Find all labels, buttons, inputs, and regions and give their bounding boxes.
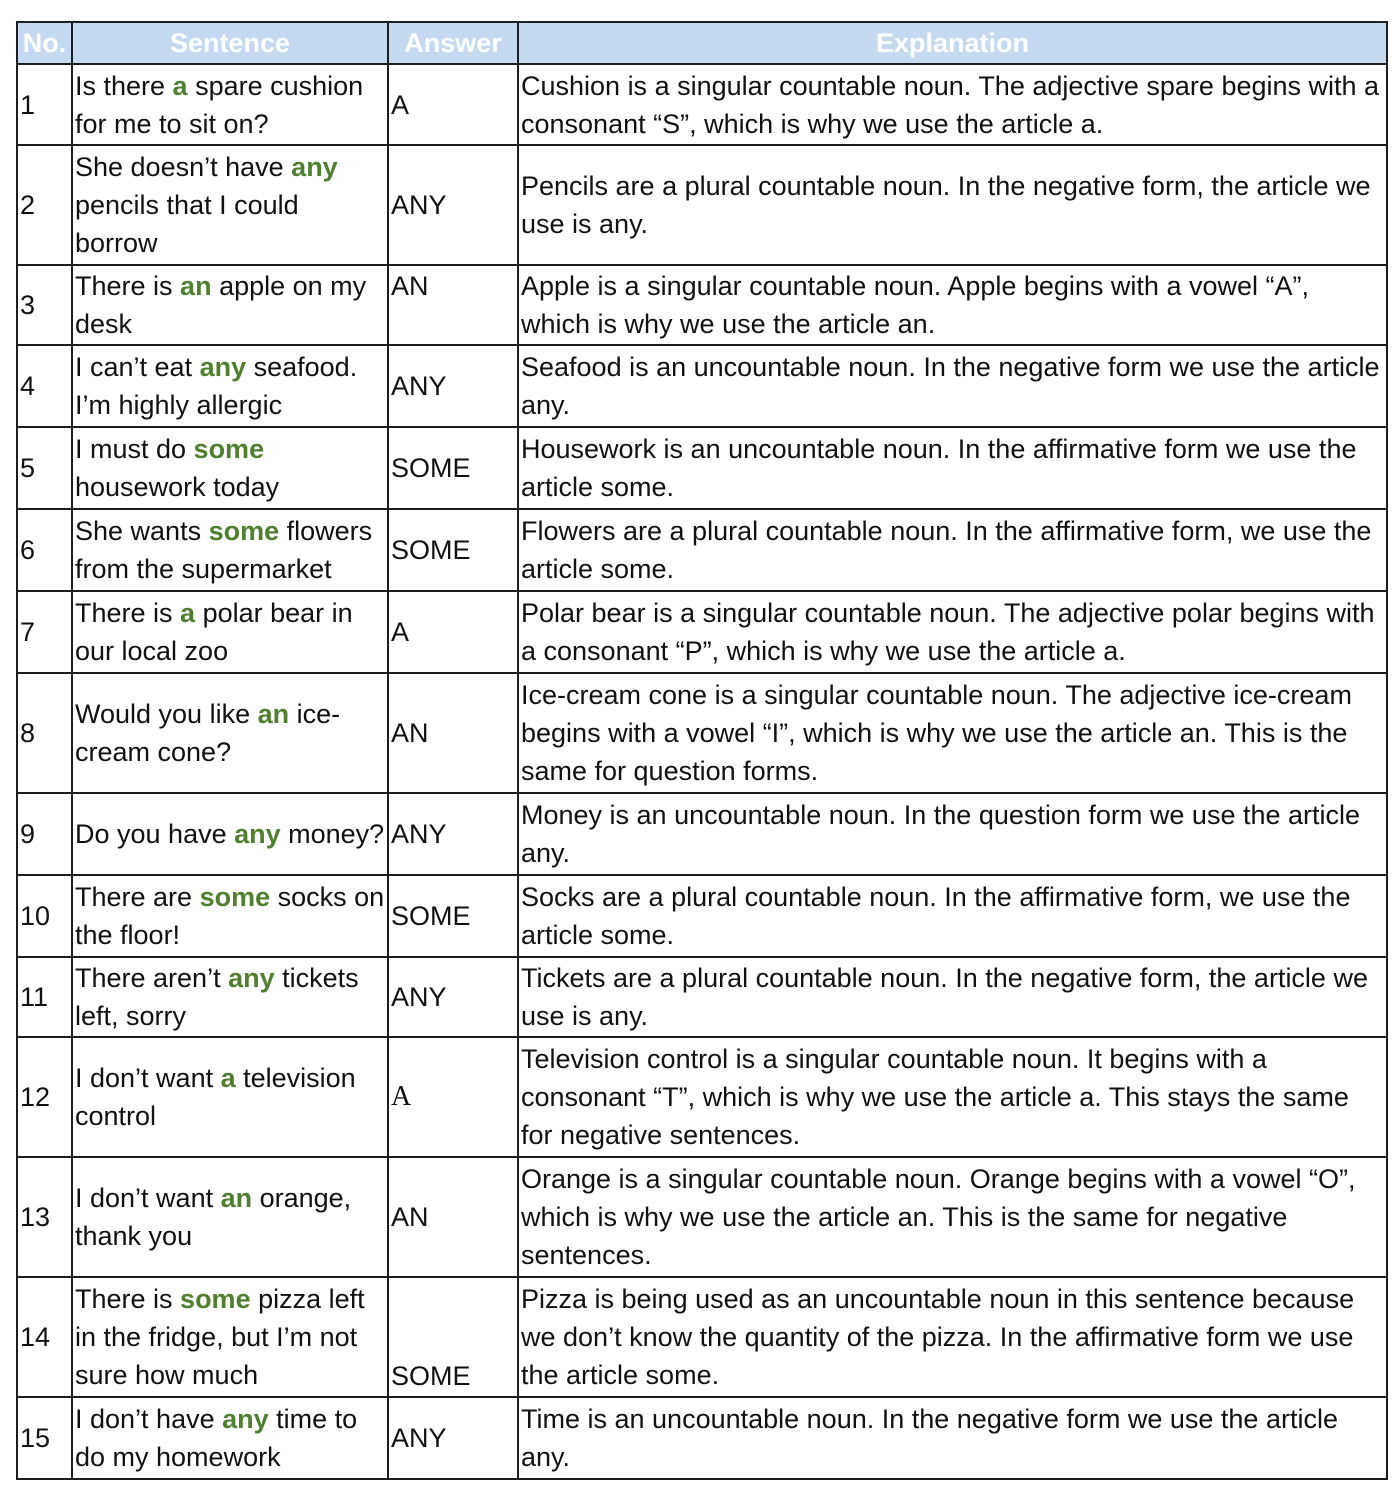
highlighted-article: any [228, 963, 275, 993]
sentence-cell: She doesn’t have any pencils that I could borrow [72, 145, 388, 265]
sentence-cell: I don’t want an orange, thank you [72, 1157, 388, 1277]
highlighted-article: some [199, 882, 271, 912]
row-number: 7 [17, 591, 72, 673]
explanation-cell: Cushion is a singular countable noun. The adjective spare begins with a consonant “S”, which is why we use the article a. [518, 64, 1387, 145]
highlighted-article: any [234, 819, 281, 849]
row-number: 12 [17, 1037, 72, 1157]
sentence-cell: There are some socks on the floor! [72, 875, 388, 957]
highlighted-article: an [257, 699, 290, 729]
explanation-cell: Socks are a plural countable noun. In the affirmative form, we use the article some. [518, 875, 1387, 957]
answer-cell: ANY [388, 145, 518, 265]
table-row [17, 793, 1387, 875]
table-row [17, 1157, 1387, 1277]
answer-cell: AN [388, 673, 518, 793]
sentence-cell: She wants some flowers from the supermarket [72, 509, 388, 591]
table-row [17, 427, 1387, 509]
answer-cell: ANY [388, 1397, 518, 1479]
sentence-cell: There is some pizza left in the fridge, but I’m not sure how much [72, 1277, 388, 1397]
table-row [17, 673, 1387, 793]
highlighted-article: some [180, 1284, 251, 1314]
row-number: 1 [17, 64, 72, 145]
answer-cell: SOME [388, 427, 518, 509]
explanation-cell: Pencils are a plural countable noun. In the negative form, the article we use is any. [518, 145, 1387, 265]
explanation-cell: Polar bear is a singular countable noun. The adjective polar begins with a consonant “P”, which is why we use the article a. [518, 591, 1387, 673]
highlighted-article: an [180, 271, 212, 301]
row-number: 5 [17, 427, 72, 509]
sentence-cell: I don’t have any time to do my homework [72, 1397, 388, 1479]
row-number: 9 [17, 793, 72, 875]
highlighted-article: an [220, 1183, 253, 1213]
table-row [17, 1277, 1387, 1397]
header-answer: Answer [388, 22, 518, 64]
explanation-cell: Pizza is being used as an uncountable noun in this sentence because we don’t know the quantity of the pizza. In the affirmative form we use the article some. [518, 1277, 1387, 1397]
explanation-cell: Seafood is an uncountable noun. In the negative form we use the article any. [518, 345, 1387, 427]
sentence-cell: I must do some housework today [72, 427, 388, 509]
table-row [17, 591, 1387, 673]
explanation-cell: Orange is a singular countable noun. Orange begins with a vowel “O”, which is why we use the article an. This is the same for negative sentences. [518, 1157, 1387, 1277]
highlighted-article: some [193, 434, 265, 464]
sentence-cell: There is an apple on my desk [72, 265, 388, 345]
table-row [17, 1397, 1387, 1479]
row-number: 10 [17, 875, 72, 957]
answer-cell: A [388, 591, 518, 673]
answer-cell: A [388, 64, 518, 145]
sentence-cell: There is a polar bear in our local zoo [72, 591, 388, 673]
answer-cell: AN [388, 1157, 518, 1277]
header-sentence: Sentence [72, 22, 388, 64]
explanation-cell: Apple is a singular countable noun. Apple begins with a vowel “A”, which is why we use the article an. [518, 265, 1387, 345]
header-explanation: Explanation [518, 22, 1387, 64]
answer-table [16, 21, 1388, 1480]
explanation-cell: Ice-cream cone is a singular countable noun. The adjective ice-cream begins with a vowel “I”, which is why we use the article an. This is the same for question forms. [518, 673, 1387, 793]
sentence-cell: Do you have any money? [72, 793, 388, 875]
explanation-cell: Television control is a singular countable noun. It begins with a consonant “T”, which is why we use the article a. This stays the same for negative sentences. [518, 1037, 1387, 1157]
explanation-cell: Tickets are a plural countable noun. In the negative form, the article we use is any. [518, 957, 1387, 1037]
table-row [17, 345, 1387, 427]
answer-cell: ANY [388, 793, 518, 875]
table-row [17, 1037, 1387, 1157]
highlighted-article: a [220, 1063, 236, 1093]
row-number: 3 [17, 265, 72, 345]
highlighted-article: any [199, 352, 247, 382]
explanation-cell: Housework is an uncountable noun. In the affirmative form we use the article some. [518, 427, 1387, 509]
table-row [17, 145, 1387, 265]
explanation-cell: Flowers are a plural countable noun. In the affirmative form, we use the article some. [518, 509, 1387, 591]
table-row [17, 875, 1387, 957]
sentence-cell: Is there a spare cushion for me to sit on? [72, 64, 388, 145]
answer-cell: A [388, 1037, 518, 1157]
answer-cell: SOME [388, 875, 518, 957]
table-row [17, 265, 1387, 345]
answer-cell: SOME [388, 509, 518, 591]
explanation-cell: Money is an uncountable noun. In the question form we use the article any. [518, 793, 1387, 875]
row-number: 11 [17, 957, 72, 1037]
row-number: 4 [17, 345, 72, 427]
table-row [17, 509, 1387, 591]
row-number: 8 [17, 673, 72, 793]
row-number: 14 [17, 1277, 72, 1397]
highlighted-article: any [222, 1404, 269, 1434]
row-number: 6 [17, 509, 72, 591]
table-row [17, 64, 1387, 145]
answer-cell: ANY [388, 345, 518, 427]
highlighted-article: some [208, 516, 280, 546]
row-number: 2 [17, 145, 72, 265]
row-number: 15 [17, 1397, 72, 1479]
highlighted-article: a [180, 598, 196, 628]
row-number: 13 [17, 1157, 72, 1277]
header-row [17, 22, 1387, 64]
answer-cell: AN [388, 265, 518, 345]
answer-cell: ANY [388, 957, 518, 1037]
sentence-cell: I don’t want a television control [72, 1037, 388, 1157]
explanation-cell: Time is an uncountable noun. In the negative form we use the article any. [518, 1397, 1387, 1479]
table-row [17, 957, 1387, 1037]
answer-cell: SOME [388, 1277, 518, 1397]
sentence-cell: Would you like an ice-cream cone? [72, 673, 388, 793]
sentence-cell: There aren’t any tickets left, sorry [72, 957, 388, 1037]
highlighted-article: any [291, 152, 338, 182]
sentence-cell: I can’t eat any seafood. I’m highly allergic [72, 345, 388, 427]
highlighted-article: a [172, 70, 188, 101]
header-no: No. [17, 22, 72, 64]
